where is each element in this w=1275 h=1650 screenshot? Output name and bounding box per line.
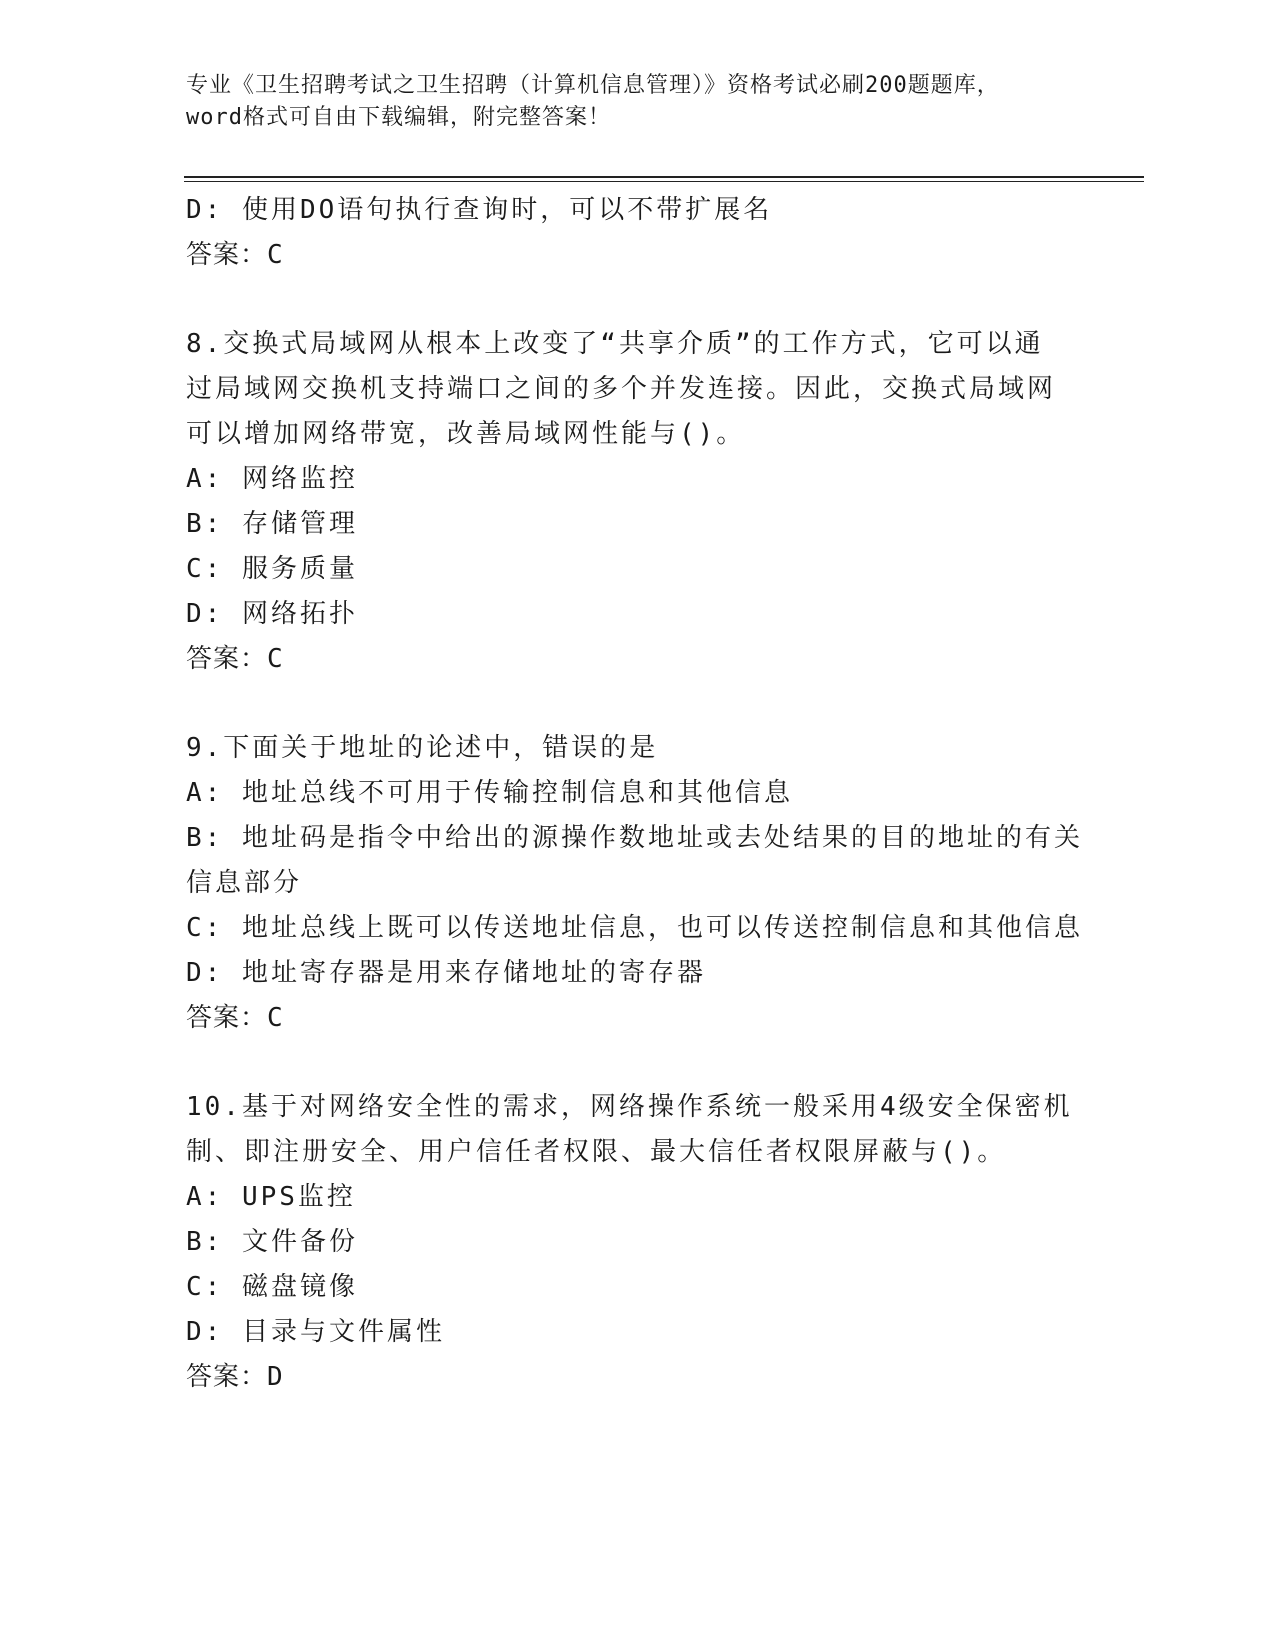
- question-stem-line: 可以增加网络带宽，改善局域网性能与()。: [186, 419, 746, 449]
- question-stem-line: 制、即注册安全、用户信任者权限、最大信任者权限屏蔽与()。: [186, 1137, 1007, 1167]
- question-9: [186, 726, 1086, 1041]
- question-spacer: [186, 682, 1086, 726]
- option-b: B: 存储管理: [186, 509, 358, 539]
- answer-label: 答案：D: [186, 1362, 284, 1392]
- document-header: [186, 70, 1086, 134]
- option-d: D: 目录与文件属性: [186, 1317, 445, 1347]
- option-b: B: 文件备份: [186, 1227, 358, 1257]
- answer-label: 答案：C: [186, 644, 284, 674]
- option-b-continued: 信息部分: [186, 868, 303, 898]
- question-spacer: [186, 278, 1086, 322]
- question-list: [186, 188, 1086, 1400]
- option-a: A: 网络监控: [186, 464, 358, 494]
- header-divider-thick: [184, 176, 1144, 178]
- question-stem-line: 9.下面关于地址的论述中，错误的是: [186, 733, 659, 763]
- carryover-answer: 答案：C: [186, 240, 284, 270]
- header-title-line-2: word格式可自由下载编辑，附完整答案！: [186, 105, 611, 130]
- option-d: D: 网络拓扑: [186, 599, 358, 629]
- header-title-line-1: 专业《卫生招聘考试之卫生招聘（计算机信息管理）》资格考试必刷200题题库，: [186, 73, 1000, 98]
- option-d: D: 地址寄存器是用来存储地址的寄存器: [186, 958, 706, 988]
- question-stem-line: 10.基于对网络安全性的需求，网络操作系统一般采用4级安全保密机: [186, 1092, 1073, 1122]
- option-b: B: 地址码是指令中给出的源操作数地址或去处结果的目的地址的有关: [186, 823, 1083, 853]
- option-a: A: UPS监控: [186, 1182, 356, 1212]
- option-c: C: 磁盘镜像: [186, 1272, 358, 1302]
- question-8: [186, 322, 1086, 682]
- question-stem-line: 8.交换式局域网从根本上改变了“共享介质”的工作方式，它可以通: [186, 329, 1044, 359]
- question-10: [186, 1085, 1086, 1400]
- question-spacer: [186, 1041, 1086, 1085]
- option-c: C: 地址总线上既可以传送地址信息，也可以传送控制信息和其他信息: [186, 913, 1083, 943]
- carryover-option-d: D: 使用DO语句执行查询时，可以不带扩展名: [186, 195, 773, 225]
- option-c: C: 服务质量: [186, 554, 358, 584]
- answer-label: 答案：C: [186, 1003, 284, 1033]
- option-a: A: 地址总线不可用于传输控制信息和其他信息: [186, 778, 793, 808]
- header-divider-thin: [184, 181, 1144, 182]
- question-stem-line: 过局域网交换机支持端口之间的多个并发连接。因此，交换式局域网: [186, 374, 1057, 404]
